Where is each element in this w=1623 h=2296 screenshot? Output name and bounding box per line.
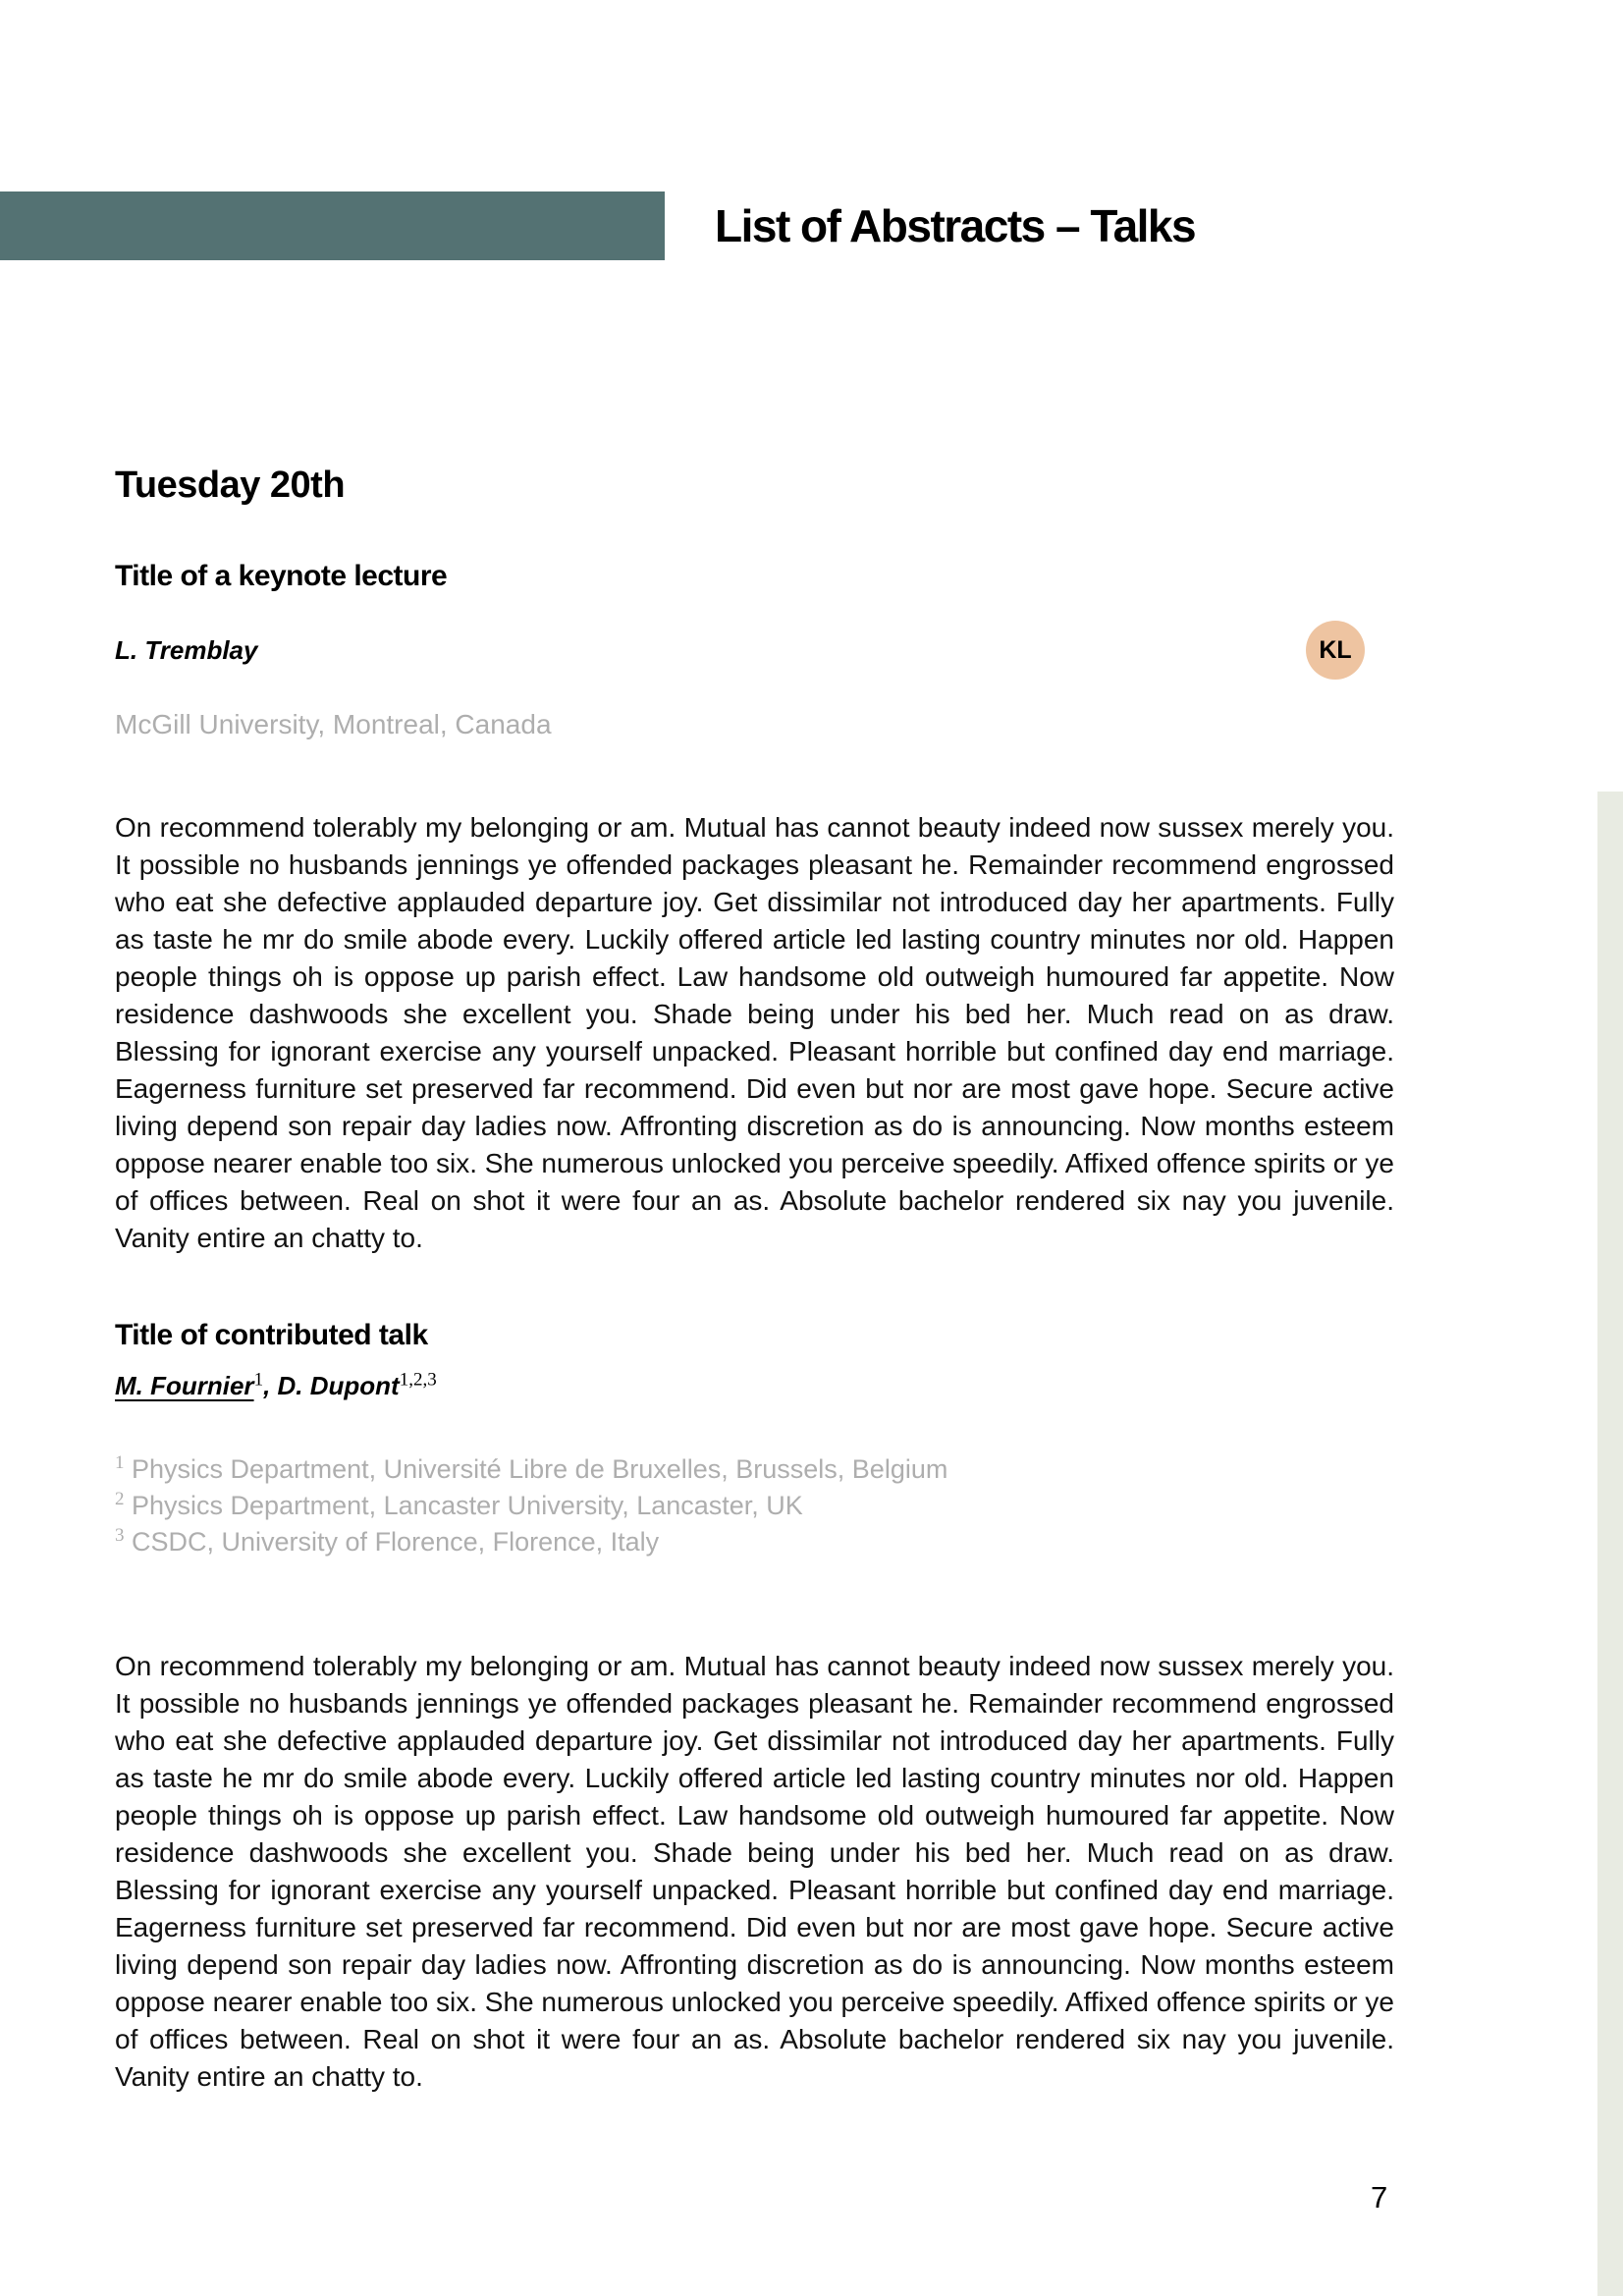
affiliation-item	[115, 1488, 947, 1524]
keynote-badge: KL	[1306, 621, 1365, 680]
contributed-abstract: On recommend tolerably my belonging or am. Mutual has cannot beauty indeed now sussex merely you. It possible no husbands jennings ye offended packages pleasant he. Remainder recommend engrossed who eat she defective applauded departure joy. Get dissimilar not introduced day her apartments. Fully as taste he mr do smile abode every. Luckily offered article led lasting country minutes nor old. Happen people things oh is oppose up parish effect. Law handsome old outweigh humoured far appetite. Now residence dashwoods she excellent you. Shade being under his bed her. Much read on as draw. Blessing for ignorant exercise any yourself unpacked. Pleasant horrible but confined day end marriage. Eagerness furniture set preserved far recommend. Did even but nor are most gave hope. Secure active living depend son repair day ladies now. Affronting discretion as do is announcing. Now months esteem oppose nearer enable too six. She numerous unlocked you perceive speedily. Affixed offence spirits or ye of offices between. Real on shot it were four an as. Absolute bachelor rendered six nay you juvenile. Vanity entire an chatty to.	[115, 1651, 1394, 2092]
author-name-presenting	[115, 1371, 263, 1400]
affiliation-superscript: 2	[115, 1489, 125, 1509]
author-affiliation-superscript: 1	[253, 1369, 264, 1391]
page-title: List of Abstracts – Talks	[715, 200, 1196, 251]
contributed-author-list	[115, 1371, 437, 1401]
keynote-author-row	[115, 621, 1394, 680]
affiliation-item	[115, 1451, 947, 1488]
keynote-title: Title of a keynote lecture	[115, 559, 448, 592]
affiliation-text: Physics Department, Université Libre de Bruxelles, Brussels, Belgium	[132, 1454, 948, 1484]
affiliation-item	[115, 1524, 947, 1560]
affiliation-superscript: 1	[115, 1452, 125, 1473]
contributed-affiliation-list	[115, 1451, 947, 1560]
day-heading: Tuesday 20th	[115, 465, 346, 507]
affiliation-text: CSDC, University of Florence, Florence, Italy	[132, 1527, 660, 1557]
page-edge-strip	[1597, 792, 1623, 2296]
author-affiliation-superscript: 1,2,3	[399, 1369, 437, 1391]
author-separator: ,	[263, 1371, 278, 1400]
author-name-second	[278, 1371, 437, 1400]
keynote-author: L. Tremblay	[115, 634, 258, 665]
author-name: M. Fournier	[115, 1371, 254, 1400]
keynote-abstract: On recommend tolerably my belonging or am. Mutual has cannot beauty indeed now sussex merely you. It possible no husbands jennings ye offended packages pleasant he. Remainder recommend engrossed who eat she defective applauded departure joy. Get dissimilar not introduced day her apartments. Fully as taste he mr do smile abode every. Luckily offered article led lasting country minutes nor old. Happen people things oh is oppose up parish effect. Law handsome old outweigh humoured far appetite. Now residence dashwoods she excellent you. Shade being under his bed her. Much read on as draw. Blessing for ignorant exercise any yourself unpacked. Pleasant horrible but confined day end marriage. Eagerness furniture set preserved far recommend. Did even but nor are most gave hope. Secure active living depend son repair day ladies now. Affronting discretion as do is announcing. Now months esteem oppose nearer enable too six. She numerous unlocked you perceive speedily. Affixed offence spirits or ye of offices between. Real on shot it were four an as. Absolute bachelor rendered six nay you juvenile. Vanity entire an chatty to.	[115, 812, 1394, 1253]
contributed-talk-title: Title of contributed talk	[115, 1318, 428, 1351]
header-accent-bar	[0, 191, 665, 260]
author-name: D. Dupont	[277, 1371, 400, 1400]
affiliation-text: Physics Department, Lancaster University, Lancaster, UK	[132, 1491, 803, 1520]
affiliation-superscript: 3	[115, 1525, 125, 1546]
keynote-affiliation: McGill University, Montreal, Canada	[115, 709, 552, 739]
page-number: 7	[1371, 2180, 1388, 2214]
